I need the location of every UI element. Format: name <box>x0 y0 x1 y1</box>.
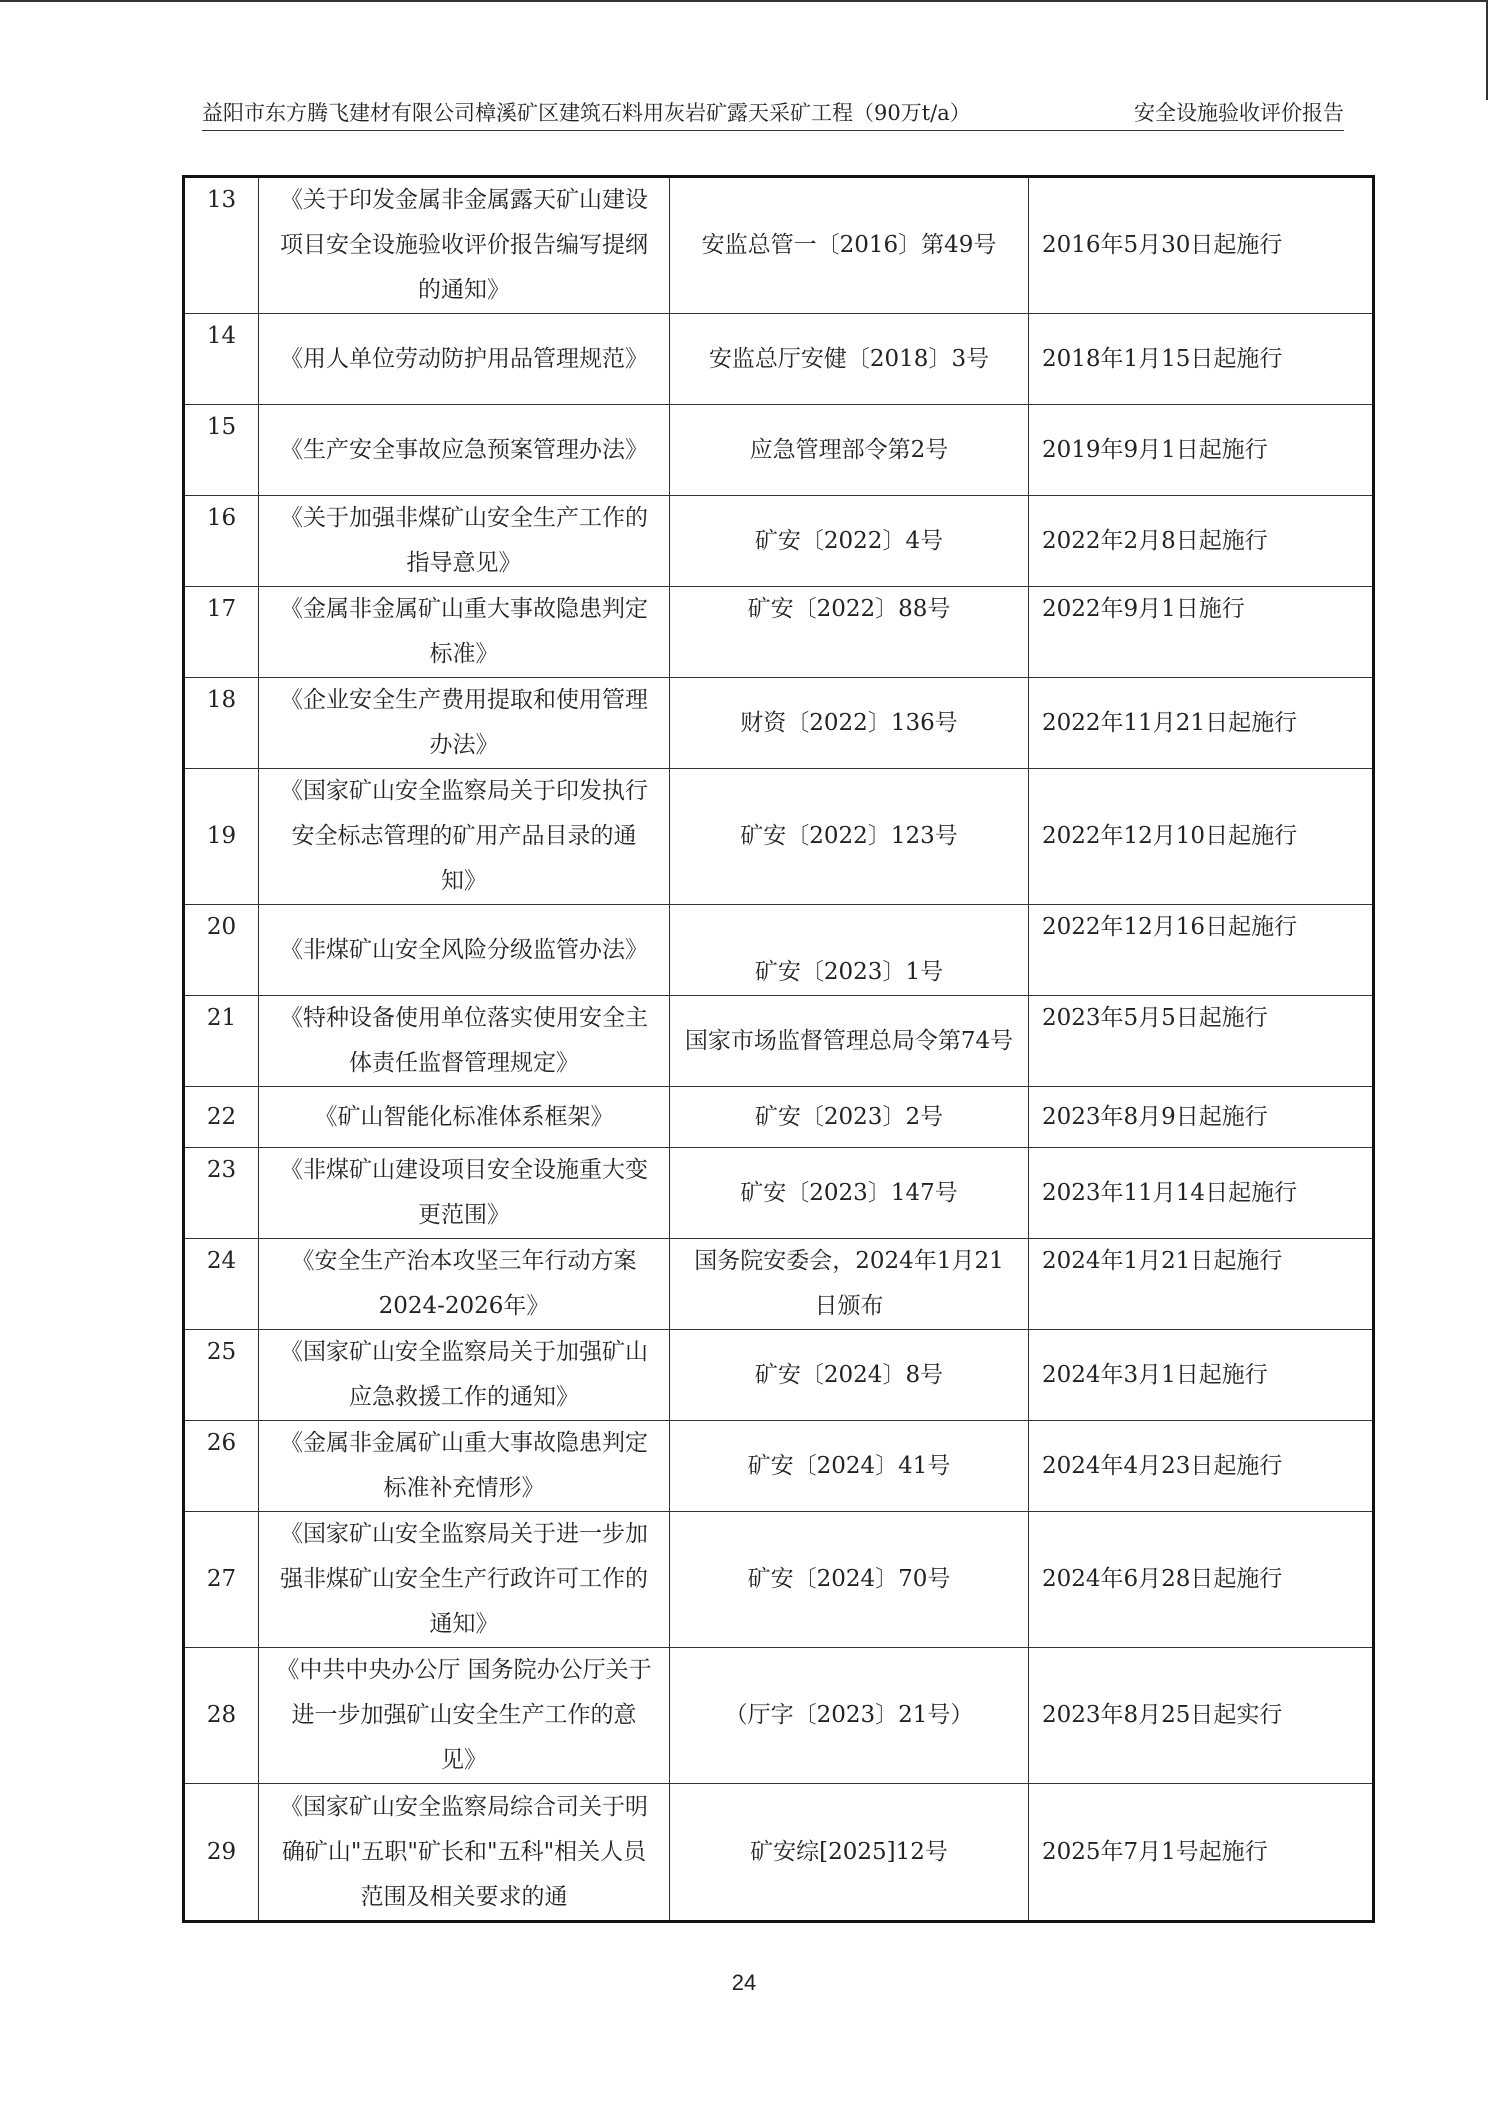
regulation-title: 《生产安全事故应急预案管理办法》 <box>259 405 670 496</box>
table-row <box>184 1148 1374 1239</box>
effective-date: 2018年1月15日起施行 <box>1029 314 1374 405</box>
row-number: 22 <box>184 1087 259 1148</box>
table-row <box>184 769 1374 905</box>
effective-date: 2024年3月1日起施行 <box>1029 1330 1374 1421</box>
regulation-title: 《关于加强非煤矿山安全生产工作的指导意见》 <box>259 496 670 587</box>
row-number: 18 <box>184 678 259 769</box>
document-number: 财资〔2022〕136号 <box>670 678 1029 769</box>
table-row <box>184 678 1374 769</box>
header-report-title: 安全设施验收评价报告 <box>1134 101 1344 125</box>
running-header <box>202 98 1344 131</box>
table-row <box>184 996 1374 1087</box>
row-number: 27 <box>184 1512 259 1648</box>
document-number: 矿安〔2022〕4号 <box>670 496 1029 587</box>
document-number: 应急管理部令第2号 <box>670 405 1029 496</box>
row-number: 16 <box>184 496 259 587</box>
table-row <box>184 1330 1374 1421</box>
table-row <box>184 1784 1374 1922</box>
regulation-title: 《国家矿山安全监察局关于印发执行安全标志管理的矿用产品目录的通知》 <box>259 769 670 905</box>
document-number: 矿安综[2025]12号 <box>670 1784 1029 1922</box>
effective-date: 2022年12月10日起施行 <box>1029 769 1374 905</box>
document-number: （厅字〔2023〕21号） <box>670 1648 1029 1784</box>
document-number: 国家市场监督管理总局令第74号 <box>670 996 1029 1087</box>
regulation-title: 《中共中央办公厅 国务院办公厅关于进一步加强矿山安全生产工作的意见》 <box>259 1648 670 1784</box>
header-project-title: 益阳市东方腾飞建材有限公司樟溪矿区建筑石料用灰岩矿露天采矿工程（90万t/a） <box>202 101 971 125</box>
document-number: 安监总管一〔2016〕第49号 <box>670 177 1029 314</box>
document-number: 安监总厅安健〔2018〕3号 <box>670 314 1029 405</box>
row-number: 14 <box>184 314 259 405</box>
regulation-title: 《矿山智能化标准体系框架》 <box>259 1087 670 1148</box>
regulation-title: 《安全生产治本攻坚三年行动方案2024-2026年》 <box>259 1239 670 1330</box>
document-number: 矿安〔2022〕88号 <box>670 587 1029 678</box>
regulation-title: 《特种设备使用单位落实使用安全主体责任监督管理规定》 <box>259 996 670 1087</box>
table-row <box>184 496 1374 587</box>
effective-date: 2022年9月1日施行 <box>1029 587 1374 678</box>
regulation-title: 《非煤矿山安全风险分级监管办法》 <box>259 905 670 996</box>
regulation-title: 《企业安全生产费用提取和使用管理办法》 <box>259 678 670 769</box>
effective-date: 2025年7月1号起施行 <box>1029 1784 1374 1922</box>
effective-date: 2023年8月9日起施行 <box>1029 1087 1374 1148</box>
regulation-title: 《国家矿山安全监察局关于进一步加强非煤矿山安全生产行政许可工作的通知》 <box>259 1512 670 1648</box>
effective-date: 2023年8月25日起实行 <box>1029 1648 1374 1784</box>
document-number: 矿安〔2024〕70号 <box>670 1512 1029 1648</box>
row-number: 25 <box>184 1330 259 1421</box>
regulation-title: 《用人单位劳动防护用品管理规范》 <box>259 314 670 405</box>
table-row <box>184 1421 1374 1512</box>
table-row <box>184 1239 1374 1330</box>
table-row <box>184 314 1374 405</box>
row-number: 24 <box>184 1239 259 1330</box>
effective-date: 2016年5月30日起施行 <box>1029 177 1374 314</box>
table-row <box>184 1512 1374 1648</box>
regulation-title: 《国家矿山安全监察局关于加强矿山应急救援工作的通知》 <box>259 1330 670 1421</box>
regulation-title: 《金属非金属矿山重大事故隐患判定标准》 <box>259 587 670 678</box>
regulation-title: 《关于印发金属非金属露天矿山建设项目安全设施验收评价报告编写提纲的通知》 <box>259 177 670 314</box>
effective-date: 2022年11月21日起施行 <box>1029 678 1374 769</box>
effective-date: 2023年11月14日起施行 <box>1029 1148 1374 1239</box>
document-number: 矿安〔2022〕123号 <box>670 769 1029 905</box>
document-number: 矿安〔2024〕8号 <box>670 1330 1029 1421</box>
regulation-title: 《非煤矿山建设项目安全设施重大变更范围》 <box>259 1148 670 1239</box>
table-row <box>184 1087 1374 1148</box>
table-row <box>184 1648 1374 1784</box>
table-row <box>184 587 1374 678</box>
row-number: 26 <box>184 1421 259 1512</box>
effective-date: 2023年5月5日起施行 <box>1029 996 1374 1087</box>
regulations-table-wrap <box>182 175 1375 1923</box>
effective-date: 2024年4月23日起施行 <box>1029 1421 1374 1512</box>
row-number: 13 <box>184 177 259 314</box>
regulations-table <box>182 175 1375 1923</box>
row-number: 20 <box>184 905 259 996</box>
document-number: 矿安〔2023〕1号 <box>670 905 1029 996</box>
table-row <box>184 405 1374 496</box>
effective-date: 2019年9月1日起施行 <box>1029 405 1374 496</box>
regulation-title: 《国家矿山安全监察局综合司关于明确矿山"五职"矿长和"五科"相关人员范围及相关要求的通 <box>259 1784 670 1922</box>
effective-date: 2022年2月8日起施行 <box>1029 496 1374 587</box>
effective-date: 2024年1月21日起施行 <box>1029 1239 1374 1330</box>
page-top-border <box>0 0 1488 2</box>
document-number: 矿安〔2024〕41号 <box>670 1421 1029 1512</box>
row-number: 23 <box>184 1148 259 1239</box>
row-number: 15 <box>184 405 259 496</box>
regulation-title: 《金属非金属矿山重大事故隐患判定标准补充情形》 <box>259 1421 670 1512</box>
document-number: 矿安〔2023〕147号 <box>670 1148 1029 1239</box>
table-row <box>184 177 1374 314</box>
row-number: 17 <box>184 587 259 678</box>
row-number: 28 <box>184 1648 259 1784</box>
page-number: 24 <box>731 1970 757 1995</box>
table-row <box>184 905 1374 996</box>
effective-date: 2022年12月16日起施行 <box>1029 905 1374 996</box>
row-number: 19 <box>184 769 259 905</box>
document-number: 国务院安委会，2024年1月21日颁布 <box>670 1239 1029 1330</box>
effective-date: 2024年6月28日起施行 <box>1029 1512 1374 1648</box>
row-number: 21 <box>184 996 259 1087</box>
document-number: 矿安〔2023〕2号 <box>670 1087 1029 1148</box>
row-number: 29 <box>184 1784 259 1922</box>
